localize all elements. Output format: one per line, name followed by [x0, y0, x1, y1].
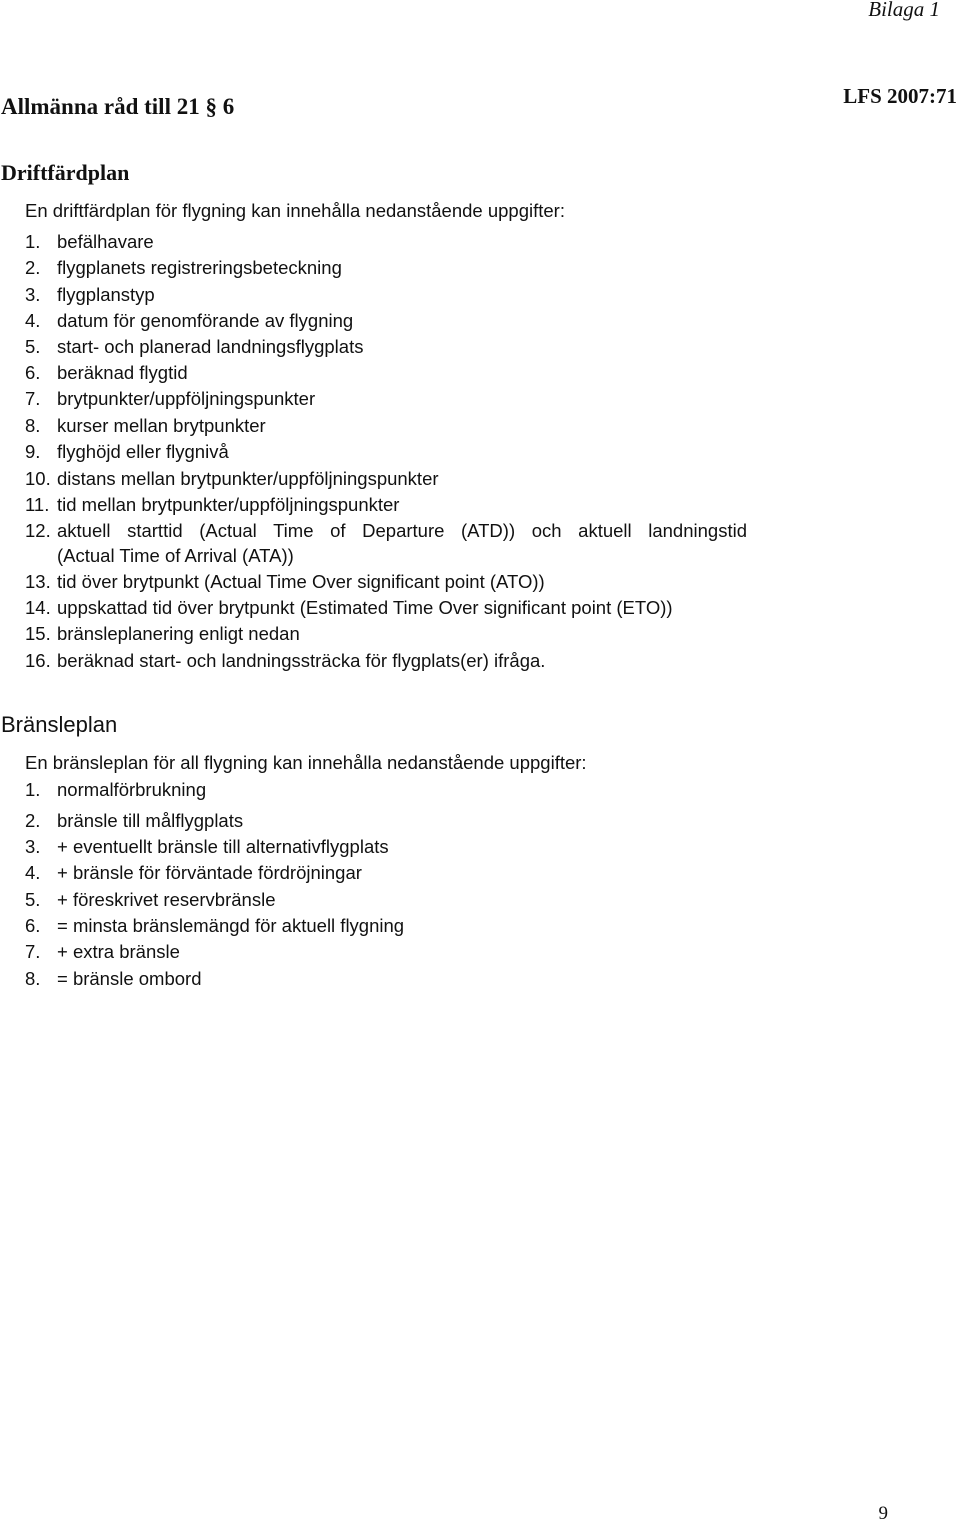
list-item-continuation: (Actual Time of Arrival (ATA))	[57, 545, 294, 566]
document-page: Bilaga 1 LFS 2007:71 Allmänna råd till 21 § 6 Driftfärdplan En driftfärdplan för flygning kan innehålla nedanstående uppgifter: 1. befälhavare 2. flygplanets registreringsbeteckning 3. flygplanstyp 4. datum för genomförande av flygning 5. start- och planerad landningsflygplats 6. beräknad flygtid 7. brytpunkter/uppföljningspunkter 8. kurser mellan brytpunkter 9. flyghöjd eller flygnivå 10. distans mellan brytpunkter/uppföljningspunkter 11. tid mellan brytpunkter/uppföljningspunkter 12. aktuell starttid (Actual Time of Departure (ATD)) och aktuell landningstid (Actual Time of Arrival (ATA)) 13. tid över brytpunkt (Actual Time Over significant point (ATO)) 14. uppskattad tid över brytpunkt (Estimated Time Over significant point (ETO)) 15. bränsleplanering enligt nedan 16. beräknad start- och landningssträcka för flygplats(er) ifråga. Bränsleplan En bränsleplan för all flygning kan innehålla nedanstående uppgifter: 1. normalförbrukning 2. bränsle till målflygplats 3. + eventuellt bränsle till alternativflygplats 4. + bränsle för förväntade fördröjningar 5. + föreskrivet reservbränsle 6. = minsta bränslemängd för aktuell flygning 7. + extra bränsle 8. = bränsle ombord 9	[0, 0, 960, 1527]
appendix-label: Bilaga 1	[868, 0, 940, 21]
page-number: 9	[878, 1503, 888, 1524]
section-heading-bransleplan: Bränsleplan	[1, 712, 118, 737]
regulation-code: LFS 2007:71	[843, 84, 957, 108]
section-heading-driftfardplan: Driftfärdplan	[1, 160, 130, 185]
page-title: Allmänna råd till 21 § 6	[1, 94, 235, 119]
section-intro-bransleplan: En bränsleplan för all flygning kan innehålla nedanstående uppgifter:	[25, 752, 587, 773]
section-intro-driftfardplan: En driftfärdplan för flygning kan innehålla nedanstående uppgifter:	[25, 200, 565, 221]
